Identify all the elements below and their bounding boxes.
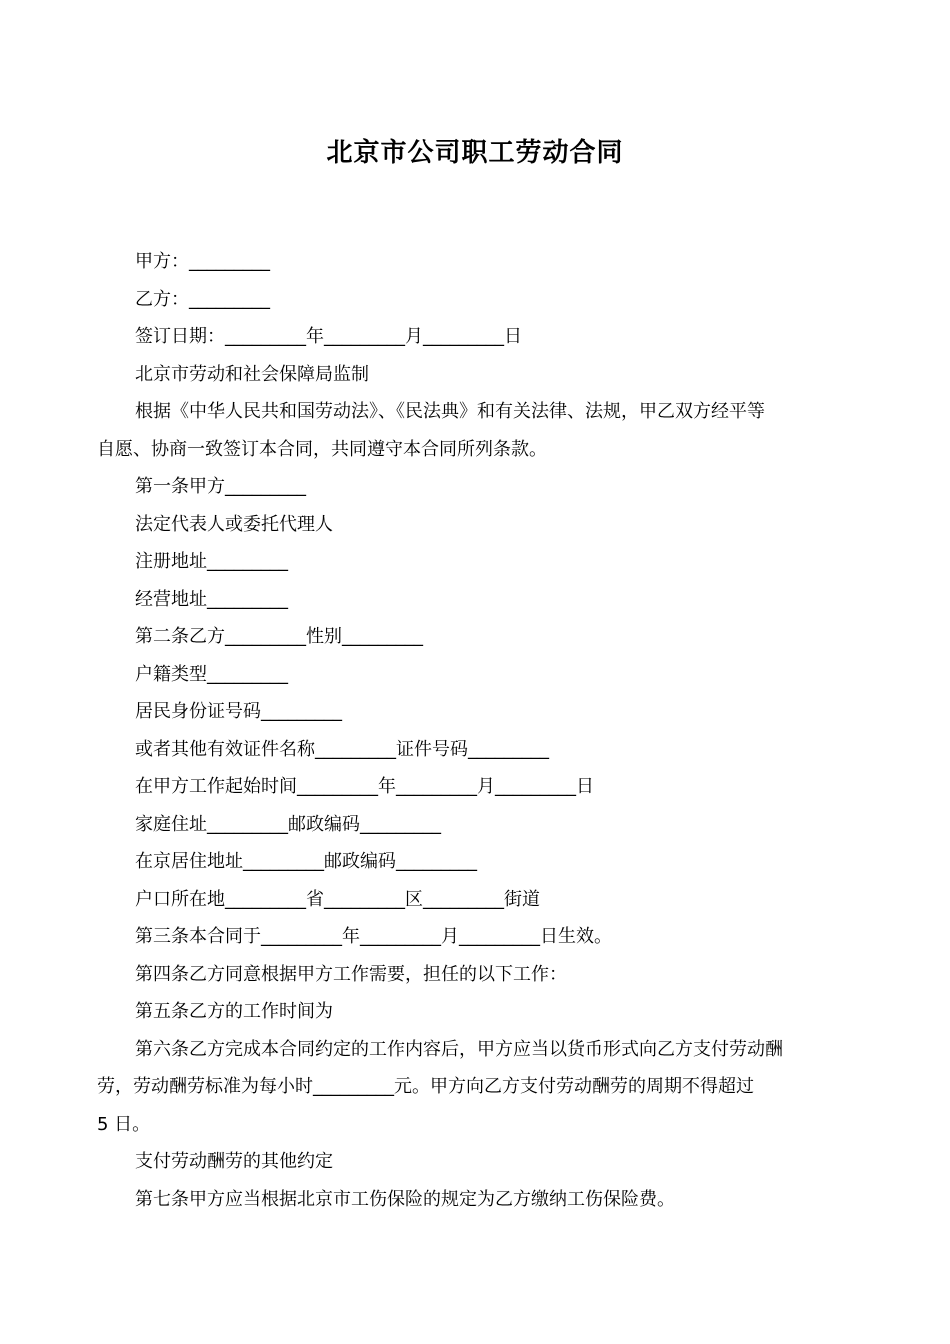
article-6-line-1: 第六条乙方完成本合同约定的工作内容后，甲方应当以货币形式向乙方支付劳动酬 xyxy=(135,1038,783,1060)
home-address-line: 家庭住址_________邮政编码_________ xyxy=(135,813,441,835)
household-type-line: 户籍类型_________ xyxy=(135,663,288,685)
other-id-line: 或者其他有效证件名称_________证件号码_________ xyxy=(135,738,549,760)
business-address-line: 经营地址_________ xyxy=(135,588,288,610)
id-number-line: 居民身份证号码_________ xyxy=(135,701,342,722)
supervisor-line: 北京市劳动和社会保障局监制 xyxy=(135,363,369,385)
other-pay-terms-line: 支付劳动酬劳的其他约定 xyxy=(135,1151,333,1172)
article-1-line: 第一条甲方_________ xyxy=(135,476,306,497)
article-6-line-2: 劳，劳动酬劳标准为每小时_________元。甲方向乙方支付劳动酬劳的周期不得超过 xyxy=(97,1076,754,1097)
party-b-line: 乙方：_________ xyxy=(135,288,270,310)
registered-address-line: 注册地址_________ xyxy=(135,551,288,572)
party-a-line: 甲方：_________ xyxy=(135,251,270,272)
start-date-line: 在甲方工作起始时间_________年_________月_________日 xyxy=(135,776,594,797)
legal-representative-line: 法定代表人或委托代理人 xyxy=(135,513,333,535)
beijing-address-line: 在京居住地址_________邮政编码_________ xyxy=(135,851,477,872)
signing-date-line: 签订日期：_________年_________月_________日 xyxy=(135,326,522,347)
article-6-line-3: 5 日。 xyxy=(97,1113,151,1135)
preamble-paragraph xyxy=(97,393,838,468)
contract-body xyxy=(97,243,838,1218)
article-4-line: 第四条乙方同意根据甲方工作需要，担任的以下工作： xyxy=(135,963,567,985)
article-3-line: 第三条本合同于_________年_________月_________日生效。 xyxy=(135,926,612,947)
contract-title: 北京市公司职工劳动合同 xyxy=(326,138,624,168)
preamble-line-2: 自愿、协商一致签订本合同，共同遵守本合同所列条款。 xyxy=(97,438,547,460)
article-6-paragraph xyxy=(97,1031,838,1144)
preamble-line-1: 根据《中华人民共和国劳动法》、《民法典》和有关法律、法规，甲乙双方经平等 xyxy=(135,401,765,422)
article-7-line: 第七条甲方应当根据北京市工伤保险的规定为乙方缴纳工伤保险费。 xyxy=(135,1188,675,1210)
hukou-location-line: 户口所在地_________省_________区_________街道 xyxy=(135,888,540,910)
article-5-line: 第五条乙方的工作时间为 xyxy=(135,1001,333,1022)
article-2-line: 第二条乙方_________性别_________ xyxy=(135,626,423,647)
